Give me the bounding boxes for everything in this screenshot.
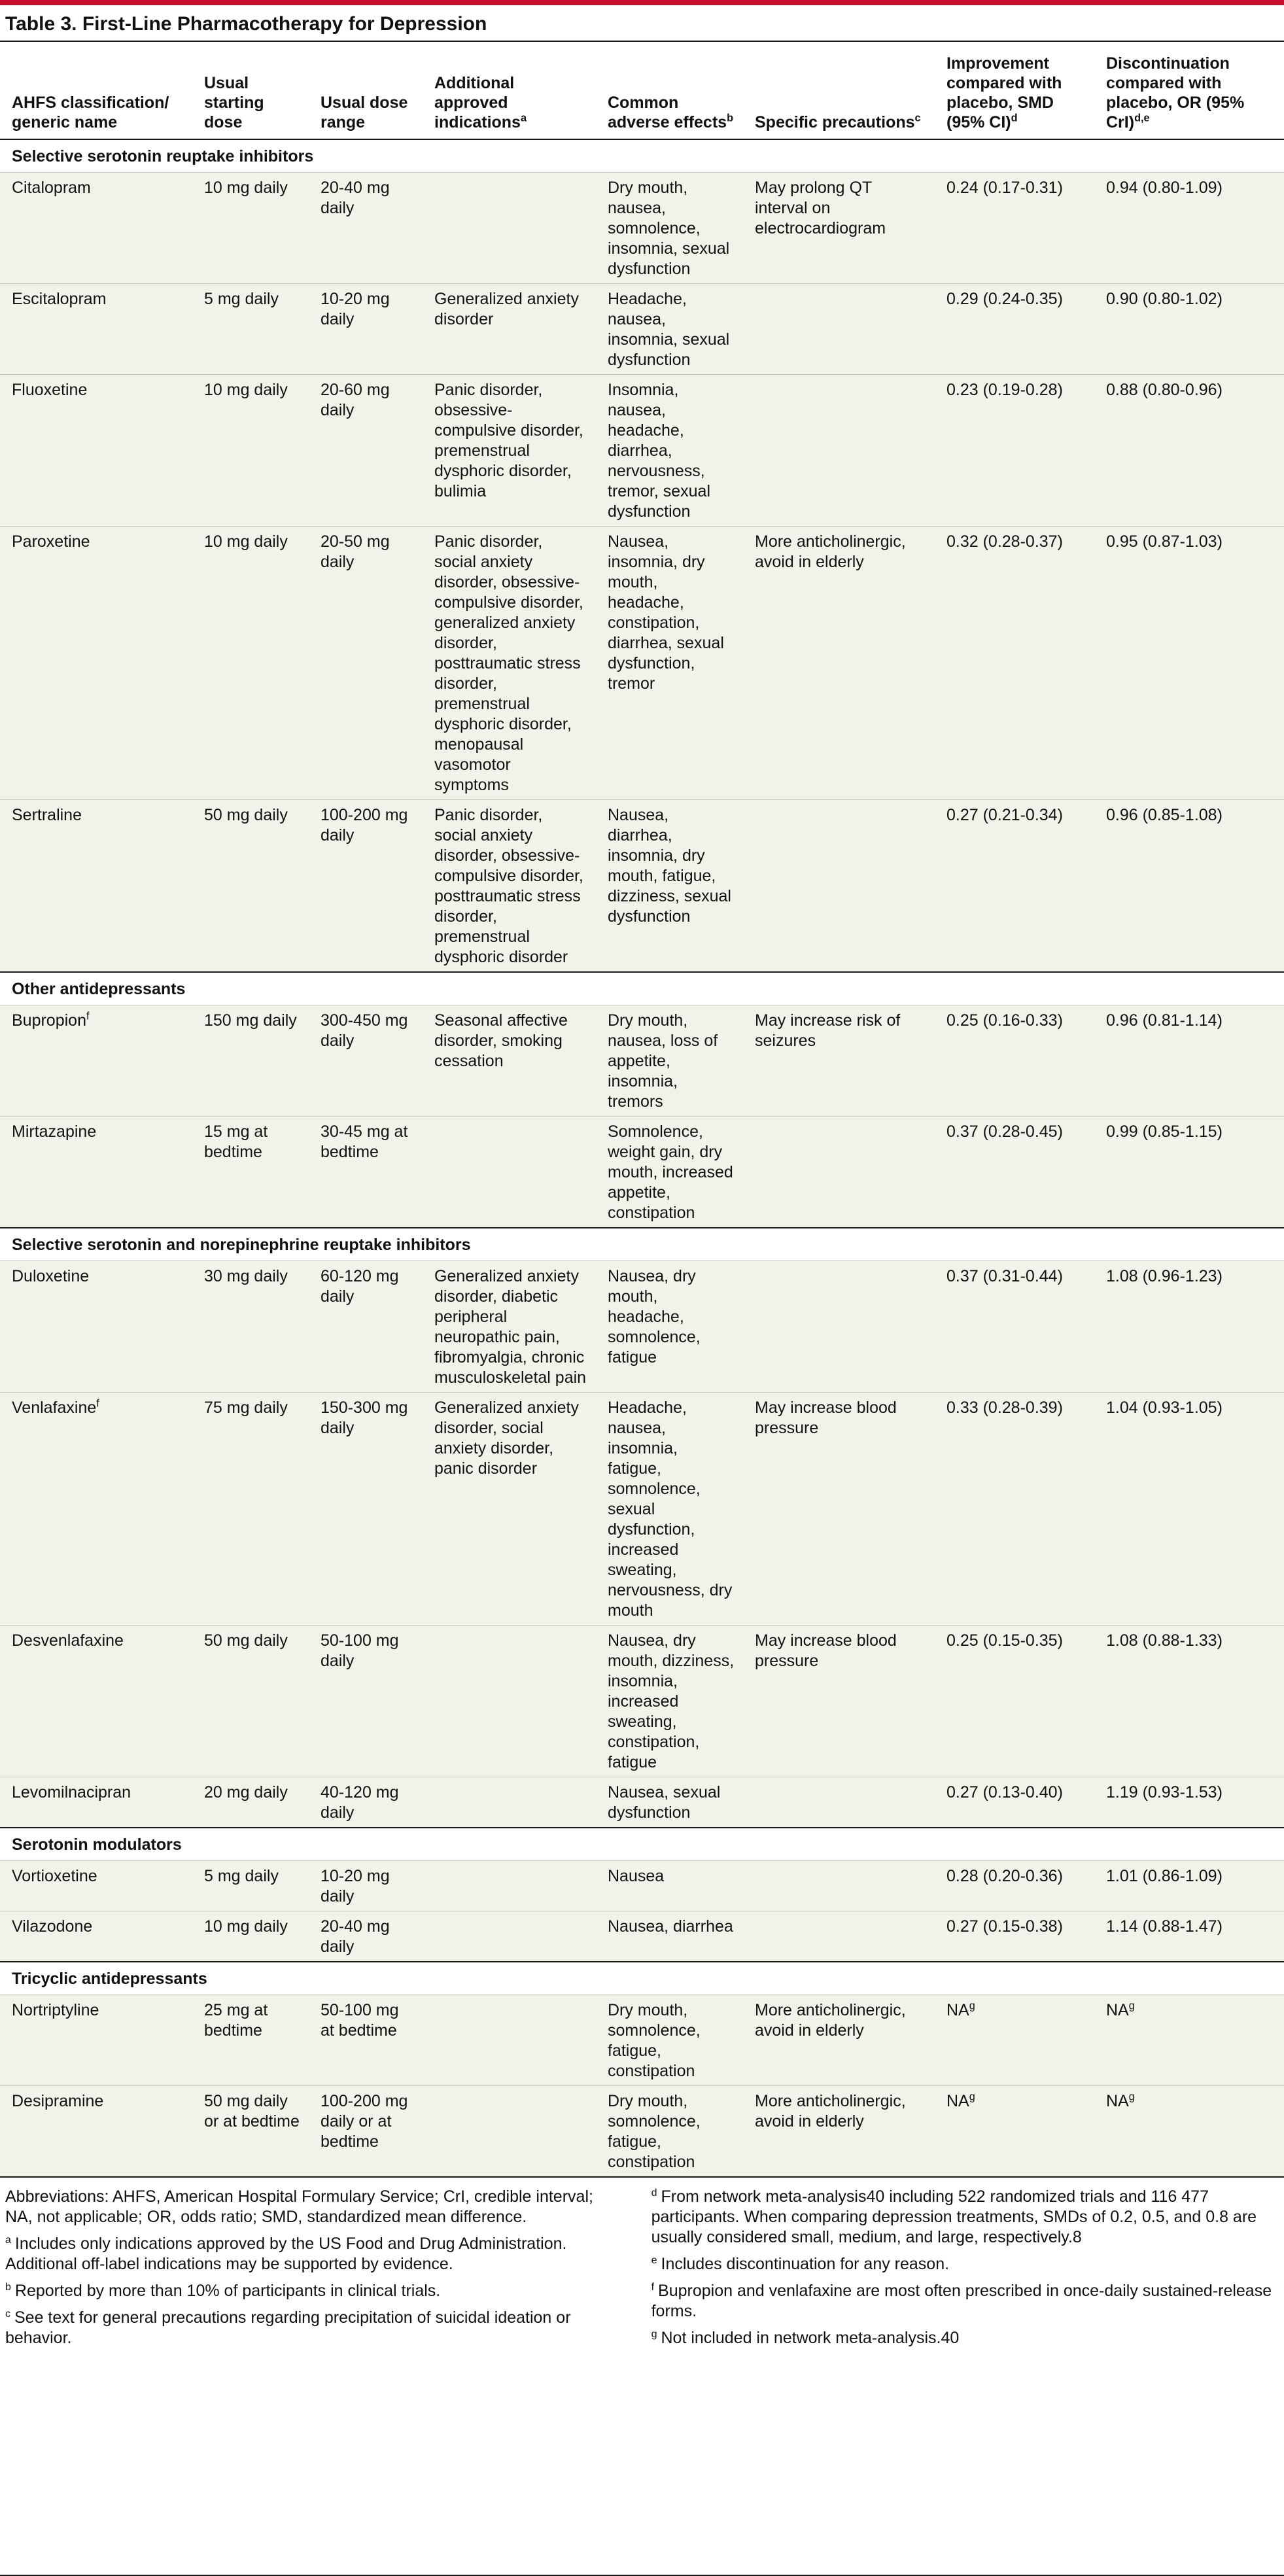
indications-cell [423, 1626, 596, 1777]
footnote-marker: b [727, 112, 733, 124]
adverse-effects-cell: Nausea, dry mouth, headache, somnolence, fatigue [596, 1261, 743, 1393]
table-row [0, 1393, 1284, 1626]
dose-range-cell: 50-100 mg daily [309, 1626, 423, 1777]
table-row [0, 2086, 1284, 2177]
smd-cell [935, 1626, 1094, 1777]
table-row [0, 1861, 1284, 1911]
footnote-marker: g [969, 2091, 975, 2103]
table-header-row [0, 42, 1284, 139]
smd-value: NA [946, 2092, 969, 2110]
or-cell [1094, 173, 1284, 284]
starting-dose-cell: 10 mg daily [192, 527, 309, 800]
adverse-effects-cell: Dry mouth, nausea, loss of appetite, insomnia, tremors [596, 1005, 743, 1117]
table-row [0, 1911, 1284, 1962]
column-header-label: AHFS classification/ generic name [12, 94, 169, 131]
footnote-text: From network meta-analysis40 including 522 randomized trials and 116 477 participants. When comparing depression treatments, SMDs of 0.2, 0.5, and 0.8 are usually considered small, medium, and large, respectively.8 [651, 2187, 1257, 2246]
footnote-text: Includes only indications approved by the US Food and Drug Administration. Additional off-label indications may be supported by evidence. [5, 2235, 567, 2273]
precautions-cell [743, 284, 935, 375]
column-header-label: Usual dose range [321, 94, 408, 131]
drug-name: Vilazodone [12, 1917, 93, 1936]
precautions-cell: More anticholinergic, avoid in elderly [743, 527, 935, 800]
dose-range-cell: 20-50 mg daily [309, 527, 423, 800]
adverse-effects-cell: Somnolence, weight gain, dry mouth, increased appetite, constipation [596, 1117, 743, 1228]
adverse-effects-cell: Nausea, diarrhea [596, 1911, 743, 1962]
or-value: NA [1106, 2092, 1129, 2110]
footnote [5, 2234, 615, 2274]
drug-name: Bupropion [12, 1011, 86, 1030]
smd-cell [935, 1117, 1094, 1228]
smd-value: 0.37 (0.31-0.44) [946, 1267, 1063, 1285]
table-row [0, 1626, 1284, 1777]
smd-cell [935, 800, 1094, 973]
footnote-text: Reported by more than 10% of participants in clinical trials. [14, 2282, 441, 2300]
or-value: 1.14 (0.88-1.47) [1106, 1917, 1223, 1936]
indications-cell: Panic disorder, obsessive-compulsive disorder, premenstrual dysphoric disorder, bulimia [423, 375, 596, 527]
or-value: 1.19 (0.93-1.53) [1106, 1783, 1223, 1801]
dose-range-cell: 20-60 mg daily [309, 375, 423, 527]
drug-name: Sertraline [12, 806, 82, 824]
dose-range-cell: 150-300 mg daily [309, 1393, 423, 1626]
drug-name-cell [0, 375, 192, 527]
smd-value: 0.25 (0.15-0.35) [946, 1631, 1063, 1650]
section-row [0, 139, 1284, 173]
smd-value: 0.27 (0.15-0.38) [946, 1917, 1063, 1936]
table-row [0, 1117, 1284, 1228]
indications-cell [423, 1911, 596, 1962]
column-header [309, 42, 423, 139]
drug-name-cell [0, 2086, 192, 2177]
precautions-cell: May increase blood pressure [743, 1393, 935, 1626]
precautions-cell [743, 375, 935, 527]
footnotes-right-column [625, 2187, 1284, 2355]
or-value: 0.88 (0.80-0.96) [1106, 381, 1223, 399]
smd-value: 0.27 (0.21-0.34) [946, 806, 1063, 824]
indications-cell [423, 2086, 596, 2177]
smd-value: NA [946, 2001, 969, 2019]
adverse-effects-cell: Headache, nausea, insomnia, sexual dysfunction [596, 284, 743, 375]
footnote-marker: f [96, 1397, 99, 1410]
smd-cell [935, 1261, 1094, 1393]
dose-range-cell: 10-20 mg daily [309, 284, 423, 375]
adverse-effects-cell: Headache, nausea, insomnia, fatigue, somnolence, sexual dysfunction, increased sweating, nervousness, dry mouth [596, 1393, 743, 1626]
column-header [743, 42, 935, 139]
indications-cell: Panic disorder, social anxiety disorder, obsessive-compulsive disorder, generalized anxiety disorder, posttraumatic stress disorder, premenstrual dysphoric disorder, menopausal vasomotor symptoms [423, 527, 596, 800]
or-cell [1094, 284, 1284, 375]
footnote-marker: g [969, 2000, 975, 2012]
smd-cell [935, 375, 1094, 527]
table-body [0, 139, 1284, 2176]
precautions-cell: More anticholinergic, avoid in elderly [743, 1995, 935, 2086]
drug-name: Fluoxetine [12, 381, 88, 399]
table-row [0, 375, 1284, 527]
dose-range-cell: 100-200 mg daily or at bedtime [309, 2086, 423, 2177]
section-row [0, 1228, 1284, 1261]
indications-cell: Generalized anxiety disorder [423, 284, 596, 375]
footnote-marker: a [5, 2234, 11, 2246]
drug-name-cell [0, 284, 192, 375]
starting-dose-cell: 50 mg daily [192, 1626, 309, 1777]
smd-cell [935, 527, 1094, 800]
column-header [0, 42, 192, 139]
starting-dose-cell: 150 mg daily [192, 1005, 309, 1117]
or-cell [1094, 1117, 1284, 1228]
starting-dose-cell: 20 mg daily [192, 1777, 309, 1828]
starting-dose-cell: 50 mg daily [192, 800, 309, 973]
adverse-effects-cell: Dry mouth, somnolence, fatigue, constipation [596, 1995, 743, 2086]
precautions-cell [743, 800, 935, 973]
starting-dose-cell: 10 mg daily [192, 375, 309, 527]
footnote-text: Abbreviations: AHFS, American Hospital Formulary Service; CrI, credible interval; NA, not applicable; OR, odds ratio; SMD, standardized mean difference. [5, 2187, 593, 2226]
section-row [0, 1962, 1284, 1995]
or-value: NA [1106, 2001, 1129, 2019]
or-cell [1094, 1861, 1284, 1911]
smd-cell [935, 1005, 1094, 1117]
starting-dose-cell: 30 mg daily [192, 1261, 309, 1393]
smd-cell [935, 173, 1094, 284]
dose-range-cell: 10-20 mg daily [309, 1861, 423, 1911]
smd-cell [935, 284, 1094, 375]
adverse-effects-cell: Nausea [596, 1861, 743, 1911]
drug-name-cell [0, 1393, 192, 1626]
footnote-marker: c [914, 112, 921, 124]
smd-value: 0.33 (0.28-0.39) [946, 1399, 1063, 1417]
smd-cell [935, 1861, 1094, 1911]
section-heading: Selective serotonin reuptake inhibitors [0, 139, 1284, 173]
column-header [192, 42, 309, 139]
footnote-text: See text for general precautions regarding precipitation of suicidal ideation or behavior. [5, 2308, 571, 2347]
precautions-cell: May increase risk of seizures [743, 1005, 935, 1117]
column-header-label: Specific precautions [755, 113, 915, 131]
or-cell [1094, 1005, 1284, 1117]
column-header-label: Common adverse effects [608, 94, 727, 131]
smd-cell [935, 1911, 1094, 1962]
column-header [935, 42, 1094, 139]
indications-cell: Seasonal affective disorder, smoking cessation [423, 1005, 596, 1117]
or-value: 1.04 (0.93-1.05) [1106, 1399, 1223, 1417]
column-header [1094, 42, 1284, 139]
or-value: 0.94 (0.80-1.09) [1106, 179, 1223, 197]
precautions-cell [743, 1777, 935, 1828]
dose-range-cell: 60-120 mg daily [309, 1261, 423, 1393]
or-cell [1094, 800, 1284, 973]
or-cell [1094, 527, 1284, 800]
drug-name-cell [0, 1911, 192, 1962]
smd-value: 0.37 (0.28-0.45) [946, 1123, 1063, 1141]
adverse-effects-cell: Dry mouth, somnolence, fatigue, constipation [596, 2086, 743, 2177]
footnote-marker: f [86, 1010, 90, 1022]
footnote [5, 2187, 615, 2227]
precautions-cell: May increase blood pressure [743, 1626, 935, 1777]
drug-name-cell [0, 173, 192, 284]
section-heading: Selective serotonin and norepinephrine reuptake inhibitors [0, 1228, 1284, 1261]
table-row [0, 1261, 1284, 1393]
table-row [0, 1995, 1284, 2086]
drug-name: Escitalopram [12, 290, 107, 308]
precautions-cell [743, 1911, 935, 1962]
starting-dose-cell: 25 mg at bedtime [192, 1995, 309, 2086]
section-row [0, 1828, 1284, 1861]
or-cell [1094, 2086, 1284, 2177]
starting-dose-cell: 5 mg daily [192, 284, 309, 375]
adverse-effects-cell: Insomnia, nausea, headache, diarrhea, nervousness, tremor, sexual dysfunction [596, 375, 743, 527]
drug-name-cell [0, 1626, 192, 1777]
column-header-label: Usual starting dose [204, 74, 264, 131]
footnote [651, 2187, 1274, 2248]
indications-cell: Generalized anxiety disorder, social anxiety disorder, panic disorder [423, 1393, 596, 1626]
drug-name: Desvenlafaxine [12, 1631, 124, 1650]
adverse-effects-cell: Nausea, diarrhea, insomnia, dry mouth, fatigue, dizziness, sexual dysfunction [596, 800, 743, 973]
starting-dose-cell: 10 mg daily [192, 1911, 309, 1962]
footnote [651, 2328, 1274, 2348]
smd-value: 0.29 (0.24-0.35) [946, 290, 1063, 308]
footnote-marker: d [651, 2187, 657, 2199]
or-cell [1094, 1911, 1284, 1962]
dose-range-cell: 20-40 mg daily [309, 1911, 423, 1962]
or-value: 0.95 (0.87-1.03) [1106, 532, 1223, 551]
dose-range-cell: 40-120 mg daily [309, 1777, 423, 1828]
starting-dose-cell: 10 mg daily [192, 173, 309, 284]
table-row [0, 173, 1284, 284]
footnote-marker: f [651, 2281, 655, 2293]
smd-value: 0.23 (0.19-0.28) [946, 381, 1063, 399]
indications-cell: Generalized anxiety disorder, diabetic peripheral neuropathic pain, fibromyalgia, chronic musculoskeletal pain [423, 1261, 596, 1393]
drug-name: Desipramine [12, 2092, 104, 2110]
indications-cell [423, 1777, 596, 1828]
indications-cell [423, 1117, 596, 1228]
table-row [0, 1777, 1284, 1828]
section-heading: Other antidepressants [0, 972, 1284, 1005]
section-row [0, 972, 1284, 1005]
or-value: 1.01 (0.86-1.09) [1106, 1867, 1223, 1885]
accent-rule [0, 0, 1284, 5]
or-value: 1.08 (0.88-1.33) [1106, 1631, 1223, 1650]
or-value: 0.90 (0.80-1.02) [1106, 290, 1223, 308]
drug-name: Paroxetine [12, 532, 90, 551]
column-header-label: Improvement compared with placebo, SMD (95% CI) [946, 54, 1062, 131]
starting-dose-cell: 5 mg daily [192, 1861, 309, 1911]
drug-name-cell [0, 1117, 192, 1228]
drug-name-cell [0, 1005, 192, 1117]
footnote [651, 2281, 1274, 2322]
column-header-label: Additional approved indications [434, 74, 521, 131]
footnote-marker: a [520, 112, 527, 124]
or-cell [1094, 1626, 1284, 1777]
dose-range-cell: 50-100 mg at bedtime [309, 1995, 423, 2086]
or-value: 0.96 (0.85-1.08) [1106, 806, 1223, 824]
precautions-cell: May prolong QT interval on electrocardiogram [743, 173, 935, 284]
footnote-marker: d [1011, 112, 1018, 124]
footnote-marker: d,e [1134, 112, 1150, 124]
drug-name-cell [0, 1861, 192, 1911]
smd-value: 0.25 (0.16-0.33) [946, 1011, 1063, 1030]
drug-name: Mirtazapine [12, 1123, 97, 1141]
table-title: Table 3. First-Line Pharmacotherapy for Depression [0, 5, 1284, 42]
indications-cell [423, 173, 596, 284]
adverse-effects-cell: Nausea, insomnia, dry mouth, headache, constipation, diarrhea, sexual dysfunction, tremor [596, 527, 743, 800]
starting-dose-cell: 75 mg daily [192, 1393, 309, 1626]
precautions-cell [743, 1861, 935, 1911]
table-row [0, 800, 1284, 973]
smd-cell [935, 1777, 1094, 1828]
precautions-cell [743, 1117, 935, 1228]
dose-range-cell: 30-45 mg at bedtime [309, 1117, 423, 1228]
pharmacotherapy-table [0, 42, 1284, 2176]
table-row [0, 527, 1284, 800]
drug-name: Nortriptyline [12, 2001, 99, 2019]
drug-name-cell [0, 527, 192, 800]
footnote-marker: b [5, 2281, 11, 2293]
smd-cell [935, 2086, 1094, 2177]
footnote-text: Not included in network meta-analysis.40 [661, 2329, 960, 2347]
or-cell [1094, 1261, 1284, 1393]
or-value: 0.96 (0.81-1.14) [1106, 1011, 1223, 1030]
footnote-marker: g [651, 2328, 657, 2340]
footnote-marker: g [1128, 2000, 1135, 2012]
or-value: 1.08 (0.96-1.23) [1106, 1267, 1223, 1285]
footnote [5, 2308, 615, 2348]
table-row [0, 1005, 1284, 1117]
column-header-label: Discontinuation compared with placebo, OR (95% CrI) [1106, 54, 1245, 131]
column-header [423, 42, 596, 139]
drug-name: Duloxetine [12, 1267, 90, 1285]
drug-name: Venlafaxine [12, 1399, 97, 1417]
smd-value: 0.28 (0.20-0.36) [946, 1867, 1063, 1885]
indications-cell: Panic disorder, social anxiety disorder, obsessive-compulsive disorder, posttraumatic stress disorder, premenstrual dysphoric disorder [423, 800, 596, 973]
or-cell [1094, 375, 1284, 527]
footnote [5, 2281, 615, 2301]
smd-value: 0.32 (0.28-0.37) [946, 532, 1063, 551]
smd-value: 0.24 (0.17-0.31) [946, 179, 1063, 197]
dose-range-cell: 300-450 mg daily [309, 1005, 423, 1117]
footnotes-left-column [0, 2187, 625, 2355]
or-cell [1094, 1393, 1284, 1626]
footnote-marker: c [5, 2308, 10, 2320]
section-heading: Serotonin modulators [0, 1828, 1284, 1861]
indications-cell [423, 1861, 596, 1911]
or-cell [1094, 1995, 1284, 2086]
section-heading: Tricyclic antidepressants [0, 1962, 1284, 1995]
adverse-effects-cell: Nausea, sexual dysfunction [596, 1777, 743, 1828]
or-value: 0.99 (0.85-1.15) [1106, 1123, 1223, 1141]
dose-range-cell: 100-200 mg daily [309, 800, 423, 973]
smd-cell [935, 1995, 1094, 2086]
precautions-cell [743, 1261, 935, 1393]
starting-dose-cell: 15 mg at bedtime [192, 1117, 309, 1228]
drug-name-cell [0, 1995, 192, 2086]
drug-name-cell [0, 1261, 192, 1393]
dose-range-cell: 20-40 mg daily [309, 173, 423, 284]
drug-name: Levomilnacipran [12, 1783, 131, 1801]
indications-cell [423, 1995, 596, 2086]
drug-name: Vortioxetine [12, 1867, 97, 1885]
drug-name-cell [0, 800, 192, 973]
drug-name: Citalopram [12, 179, 91, 197]
footnote [651, 2254, 1274, 2274]
footnote-text: Includes discontinuation for any reason. [661, 2255, 950, 2273]
table-footnotes [0, 2176, 1284, 2355]
table-row [0, 284, 1284, 375]
precautions-cell: More anticholinergic, avoid in elderly [743, 2086, 935, 2177]
starting-dose-cell: 50 mg daily or at bedtime [192, 2086, 309, 2177]
smd-value: 0.27 (0.13-0.40) [946, 1783, 1063, 1801]
smd-cell [935, 1393, 1094, 1626]
adverse-effects-cell: Dry mouth, nausea, somnolence, insomnia, sexual dysfunction [596, 173, 743, 284]
column-header [596, 42, 743, 139]
adverse-effects-cell: Nausea, dry mouth, dizziness, insomnia, increased sweating, constipation, fatigue [596, 1626, 743, 1777]
footnote-text: Bupropion and venlafaxine are most often prescribed in once-daily sustained-release forms. [651, 2282, 1272, 2320]
or-cell [1094, 1777, 1284, 1828]
footnote-marker: g [1128, 2091, 1135, 2103]
footnote-marker: e [651, 2254, 657, 2266]
drug-name-cell [0, 1777, 192, 1828]
